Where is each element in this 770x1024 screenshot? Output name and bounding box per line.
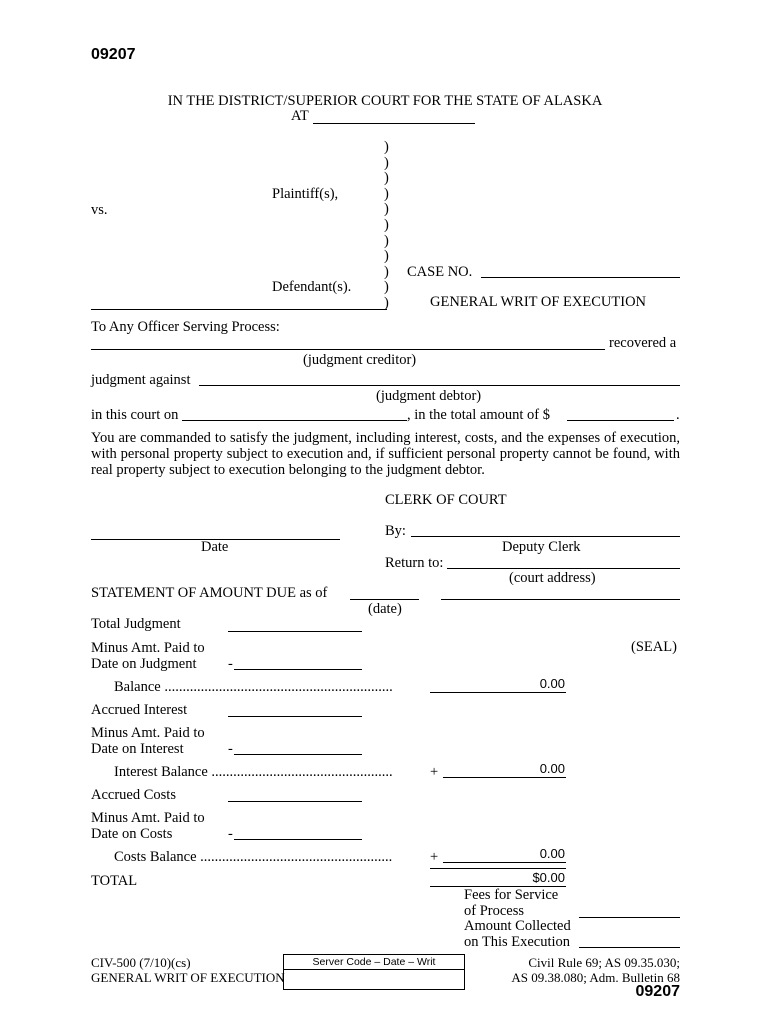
rule-line: Civil Rule 69; AS 09.35.030; bbox=[528, 955, 680, 970]
to-officer-label: To Any Officer Serving Process: bbox=[91, 319, 280, 335]
document-title: GENERAL WRIT OF EXECUTION bbox=[430, 294, 647, 310]
amount-collected-field[interactable] bbox=[579, 947, 680, 948]
balance-value: 0.00 bbox=[539, 676, 565, 691]
minus-paid-judgment-line1: Minus Amt. Paid to bbox=[91, 640, 205, 656]
at-label: AT bbox=[291, 108, 309, 124]
by-label: By: bbox=[385, 523, 406, 539]
fees-for-service-field[interactable] bbox=[579, 917, 680, 918]
in-this-court-label: in this court on bbox=[91, 407, 179, 423]
total-amount-label: , in the total amount of $ bbox=[407, 407, 550, 423]
defendant-name-field[interactable] bbox=[91, 309, 387, 310]
interest-balance-field[interactable] bbox=[443, 777, 566, 778]
fees-block bbox=[464, 888, 571, 950]
total-top-rule bbox=[430, 868, 566, 869]
judgment-debtor-field[interactable] bbox=[199, 385, 680, 386]
statement-date-field[interactable] bbox=[350, 599, 419, 600]
date-small-caption: (date) bbox=[368, 601, 402, 617]
judgment-date-field[interactable] bbox=[182, 420, 407, 421]
minus-paid-judgment-line2: Date on Judgment bbox=[91, 656, 197, 672]
accrued-interest-field[interactable] bbox=[228, 716, 362, 717]
statement-label: STATEMENT OF AMOUNT DUE as of bbox=[91, 585, 328, 601]
minus-paid-interest-line1: Minus Amt. Paid to bbox=[91, 725, 205, 741]
judgment-against-label: judgment against bbox=[91, 372, 191, 388]
fees-line: Amount Collected bbox=[464, 918, 571, 934]
minus-paid-interest-line2: Date on Interest bbox=[91, 741, 184, 757]
clerk-of-court-label: CLERK OF COURT bbox=[385, 492, 507, 508]
return-address-field[interactable] bbox=[447, 568, 680, 569]
plaintiff-label: Plaintiff(s), bbox=[272, 186, 339, 202]
total-label: TOTAL bbox=[91, 873, 138, 889]
return-to-label: Return to: bbox=[385, 555, 444, 571]
total-judgment-label: Total Judgment bbox=[91, 616, 181, 632]
interest-balance-value: 0.00 bbox=[539, 761, 565, 776]
form-number-top: 09207 bbox=[91, 46, 136, 63]
judgment-creditor-field[interactable] bbox=[91, 349, 605, 350]
court-address-caption: (court address) bbox=[509, 570, 596, 586]
command-paragraph: You are commanded to satisfy the judgment, including interest, costs, and the expenses of execution, with personal property subject to execution and, if sufficient personal property cannot be found, with real property subject to execution belonging to the judgment debtor. bbox=[91, 430, 680, 478]
server-code-box[interactable] bbox=[283, 954, 465, 990]
vs-label: vs. bbox=[91, 202, 108, 218]
footer-form-id: CIV-500 (7/10)(cs) bbox=[91, 955, 191, 970]
costs-balance-label: Costs Balance ..................................................... bbox=[114, 849, 393, 865]
deputy-clerk-signature-field[interactable] bbox=[411, 536, 680, 537]
minus-sign: - bbox=[228, 826, 233, 842]
rule-citation bbox=[480, 955, 680, 985]
case-no-label: CASE NO. bbox=[407, 264, 473, 280]
case-number-field[interactable] bbox=[481, 277, 680, 278]
interest-balance-label: Interest Balance .................................................. bbox=[114, 764, 393, 780]
minus-sign: - bbox=[228, 741, 233, 757]
form-number-bottom: 09207 bbox=[635, 983, 680, 1000]
total-amount-field[interactable] bbox=[567, 420, 674, 421]
minus-paid-costs-line2: Date on Costs bbox=[91, 826, 173, 842]
deputy-clerk-caption: Deputy Clerk bbox=[502, 539, 581, 555]
caption-parens: ) ) ) ) ) ) ) ) ) ) ) bbox=[384, 139, 389, 311]
total-value: $0.00 bbox=[532, 870, 565, 885]
location-field[interactable] bbox=[313, 123, 475, 124]
server-code-label: Server Code – Date – Writ bbox=[284, 955, 464, 970]
costs-balance-value: 0.00 bbox=[539, 846, 565, 861]
period-mark: . bbox=[676, 407, 680, 423]
court-heading: IN THE DISTRICT/SUPERIOR COURT FOR THE STATE OF ALASKA bbox=[167, 93, 603, 109]
fees-line: of Process bbox=[464, 902, 525, 919]
accrued-interest-label: Accrued Interest bbox=[91, 702, 188, 718]
fees-line: on This Execution bbox=[464, 933, 571, 950]
recovered-a-label: recovered a bbox=[609, 335, 677, 351]
seal-label: (SEAL) bbox=[631, 639, 677, 655]
plus-sign: + bbox=[430, 764, 439, 780]
minus-sign: - bbox=[228, 656, 233, 672]
plus-sign: + bbox=[430, 849, 439, 865]
paid-interest-field[interactable] bbox=[234, 754, 362, 755]
date-caption: Date bbox=[201, 539, 229, 555]
paid-judgment-field[interactable] bbox=[234, 669, 362, 670]
minus-paid-costs-line1: Minus Amt. Paid to bbox=[91, 810, 205, 826]
paid-costs-field[interactable] bbox=[234, 839, 362, 840]
rule-line: AS 09.38.080; Adm. Bulletin 68 bbox=[511, 970, 680, 985]
statement-extra-field[interactable] bbox=[441, 599, 680, 600]
judgment-creditor-caption: (judgment creditor) bbox=[303, 352, 417, 368]
accrued-costs-field[interactable] bbox=[228, 801, 362, 802]
accrued-costs-label: Accrued Costs bbox=[91, 787, 176, 803]
total-judgment-field[interactable] bbox=[228, 631, 362, 632]
balance-label: Balance ............................................................... bbox=[114, 679, 393, 695]
fees-line: Fees for Service bbox=[464, 887, 559, 903]
judgment-debtor-caption: (judgment debtor) bbox=[376, 388, 482, 404]
footer-form-title: GENERAL WRIT OF EXECUTION bbox=[91, 970, 285, 985]
costs-balance-field[interactable] bbox=[443, 862, 566, 863]
balance-field[interactable] bbox=[430, 692, 566, 693]
defendant-label: Defendant(s). bbox=[272, 279, 352, 295]
